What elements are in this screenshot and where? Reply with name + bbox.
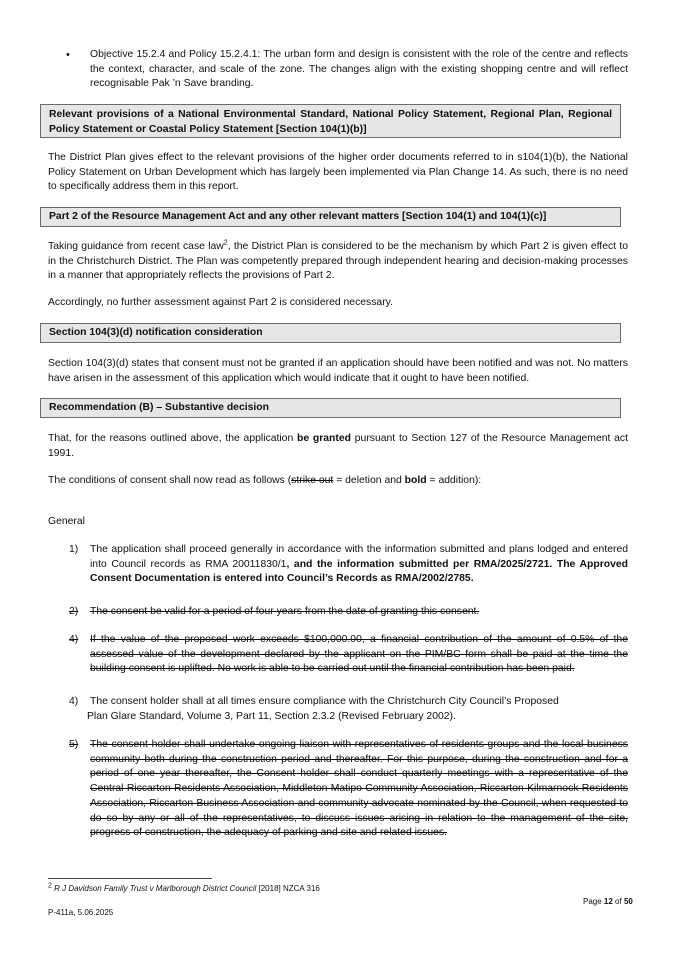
heading-notification: Section 104(3)(d) notification consideration xyxy=(40,323,621,343)
case-law-text-end: , the District Plan is considered to be the mechanism by which Part 2 is given effect to in the Christchurch District. The Plan was competently prepared through independent hearing and decision-making processes in a manner that appropriately reflects the provisions of Part 2. xyxy=(48,241,628,281)
condition-1-addition: , and the information submitted per RMA/2025/2721. The Approved Consent Documentation is entered into Council’s Records as RMA/2002/2785. xyxy=(90,558,628,584)
paragraph-case-law xyxy=(48,240,628,284)
condition-2-text: The consent be valid for a period of four years from the date of granting this consent. xyxy=(90,606,480,617)
page-current: 12 xyxy=(603,897,613,906)
condition-financial-text: If the value of the proposed work exceeds $100,000.00, a financial contribution of the amount of 0.5% of the assessed value of the development declared by the applicant on the PIM/BC form shall be paid at the time the building consent is uplifted. No work is able to be carried out until the financial contribution has been paid. xyxy=(90,634,628,674)
objective-bullet-text: Objective 15.2.4 and Policy 15.2.4.1: The urban form and design is consistent with the role of the centre and reflects the context, character, and scale of the zone. The changes align with the existing shopping centre and will reflect recognisable Pak ’n Save branding. xyxy=(90,49,628,89)
granted-text-start: That, for the reasons outlined above, the application xyxy=(48,433,297,444)
footnote-number: 2 xyxy=(48,882,52,890)
condition-glare-line-1: The consent holder shall at all times ensure compliance with the Christchurch City Council’s Proposed xyxy=(90,696,559,707)
condition-glare-line-2: Plan Glare Standard, Volume 3, Part 11, Section 2.3.2 (Revised February 2002). xyxy=(87,711,456,722)
heading-part-2: Part 2 of the Resource Management Act and any other relevant matters [Section 104(1) and 104(1)(c)] xyxy=(40,207,621,227)
footnote-divider xyxy=(48,878,212,879)
condition-1-text: The application shall proceed generally in accordance with the information submitted and plans lodged and entered into Council records as RMA 20011830/1 xyxy=(90,544,628,570)
page-of: of xyxy=(612,897,624,906)
paragraph-granted xyxy=(48,432,628,461)
paragraph-notification: Section 104(3)(d) states that consent must not be granted if an application should have been notified and was not. No matters have arisen in the assessment of this application which would indicate that it ought to have been notified. xyxy=(48,358,628,384)
paragraph-conditions-key xyxy=(48,474,628,489)
condition-glare-number: 4) xyxy=(69,696,79,707)
footnote xyxy=(48,884,608,894)
key-strike: strike out xyxy=(291,475,334,486)
heading-higher-order-documents: Relevant provisions of a National Environmental Standard, National Policy Statement, Regional Plan, Regional Policy Statement or Coastal Policy Statement [Section 104(1)(b)] xyxy=(40,104,621,138)
footnote-ref: 2 xyxy=(223,239,228,247)
granted-text-end: pursuant to Section 127 of the Resource Management act 1991. xyxy=(48,433,629,459)
condition-1-number: 1) xyxy=(69,544,79,555)
bullet-icon: • xyxy=(66,49,70,61)
page-total: 50 xyxy=(623,897,633,906)
heading-recommendation: Recommendation (B) – Substantive decision xyxy=(40,398,621,418)
case-law-text-start: Taking guidance from recent case law xyxy=(48,241,224,252)
paragraph-no-further-assessment: Accordingly, no further assessment against Part 2 is considered necessary. xyxy=(48,297,393,308)
paragraph-higher-order-documents: The District Plan gives effect to the relevant provisions of the higher order documents referred to in s104(1)(b), the National Policy Statement on Urban Development which has largely been implemented via Plan Change 14. As such, there is no need to specifically address them in this report. xyxy=(48,152,628,192)
general-label: General xyxy=(48,516,85,527)
key-bold: bold xyxy=(404,475,427,486)
condition-5-number: 5) xyxy=(69,739,79,750)
document-code: P-411a, 5.06.2025 xyxy=(48,908,114,917)
page-label: Page xyxy=(583,897,604,906)
condition-1 xyxy=(90,543,628,587)
page-number xyxy=(583,897,633,907)
condition-financial-number: 4) xyxy=(69,634,79,645)
footnote-case-name: R J Davidson Family Trust v Marlborough District Council xyxy=(54,884,257,893)
key-text-mid: = deletion and xyxy=(333,475,405,486)
condition-5-text: The consent holder shall undertake ongoing liaison with representatives of residents groups and the local business community both during the construction period and thereafter. For this purpose, during the construction and for a period of one year thereafter, the Consent holder shall conduct quarterly meetings with a representative of the Central Riccarton Residents Association, Middleton Matipo Community Association, Riccarton Kilmarnock Residents Association, Riccarton Business Association and community advocate nominated by the Council, when requested to do so by any or all of the representatives, to discuss issues arising in relation to the management of the site, progress of construction, the adequacy of parking and site and related issues. xyxy=(90,739,628,839)
condition-2-number: 2) xyxy=(69,606,79,617)
key-text-start: The conditions of consent shall now read as follows ( xyxy=(48,475,292,486)
footnote-citation: [2018] NZCA 316 xyxy=(256,884,320,893)
key-text-end: = addition): xyxy=(426,475,482,486)
granted-bold: be granted xyxy=(297,433,351,444)
